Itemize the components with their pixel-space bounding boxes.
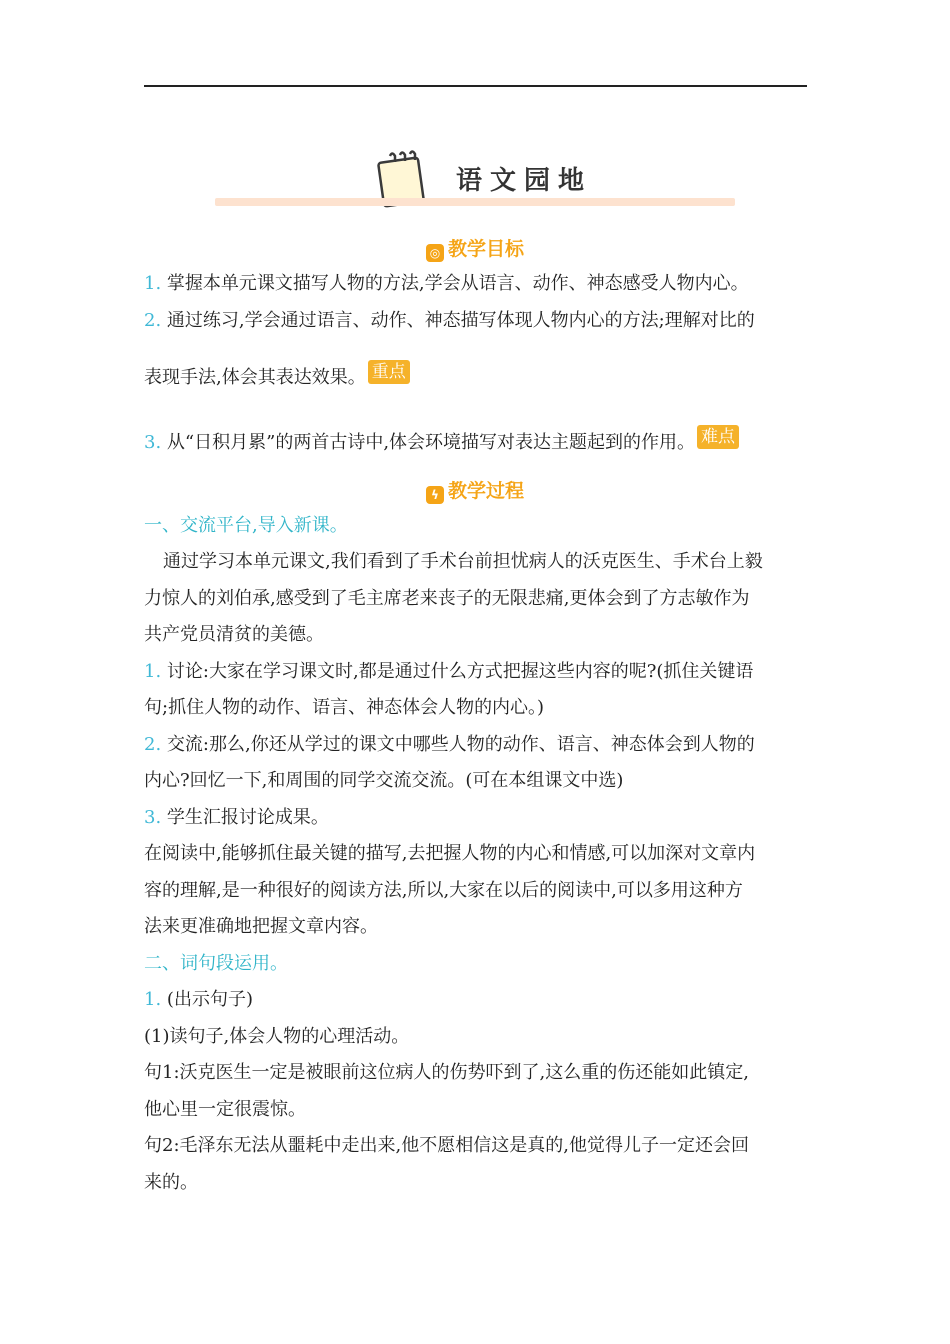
paragraph-line: 力惊人的刘伯承,感受到了毛主席老来丧子的无限悲痛,更体会到了方志敏作为 — [144, 588, 750, 609]
list-item — [144, 660, 809, 684]
goal-number: 2. — [144, 310, 162, 331]
sentence-line: 来的。 — [144, 1172, 198, 1193]
sentence-line: 他心里一定很震惊。 — [144, 1099, 306, 1120]
item-number: 2. — [144, 734, 162, 755]
item-text: 讨论:大家在学习课文时,都是通过什么方式把握这些内容的呢?(抓住关键语 — [166, 661, 754, 682]
sub-item: (1)读句子,体会人物的心理活动。 — [144, 1026, 410, 1047]
goal-item-3 — [144, 425, 809, 455]
list-item-cont: 内心?回忆一下,和周围的同学交流交流。(可在本组课文中选) — [144, 770, 624, 791]
section-heading-goals-label: 教学目标 — [447, 238, 524, 260]
item-text: 学生汇报讨论成果。 — [166, 807, 329, 828]
section-heading-process — [0, 476, 950, 504]
list-item — [144, 733, 809, 757]
sentence-line: 句1:沃克医生一定是被眼前这位病人的伤势吓到了,这么重的伤还能如此镇定, — [144, 1062, 749, 1083]
section-heading-goals — [0, 234, 950, 262]
part1-heading: 一、交流平台,导入新课。 — [144, 515, 348, 536]
page-title: 语文园地 — [456, 166, 593, 196]
goal-text: 通过练习,学会通过语言、动作、神态描写体现人物内心的方法;理解对比的 — [166, 310, 755, 331]
goal-text: 从“日积月累”的两首古诗中,体会环境描写对表达主题起到的作用。 — [166, 432, 696, 453]
paragraph-line: 在阅读中,能够抓住最关键的描写,去把握人物的内心和情感,可以加深对文章内 — [144, 843, 756, 864]
title-underline — [215, 198, 735, 206]
item-text: (出示句子) — [166, 989, 253, 1010]
goal-text: 掌握本单元课文描写人物的方法,学会从语言、动作、神态感受人物内心。 — [166, 273, 749, 294]
list-item-cont: 句;抓住人物的动作、语言、神态体会人物的内心。) — [144, 697, 545, 718]
item-number: 1. — [144, 661, 162, 682]
paragraph-line: 通过学习本单元课文,我们看到了手术台前担忧病人的沃克医生、手术台上毅 — [163, 551, 763, 572]
item-number: 3. — [144, 807, 162, 828]
goal-number: 1. — [144, 273, 162, 294]
difficulty-badge: 难点 — [697, 425, 739, 449]
goal-item-2-cont — [144, 360, 809, 390]
goal-number: 3. — [144, 432, 162, 453]
goal-text: 表现手法,体会其表达效果。 — [144, 367, 366, 388]
item-text: 交流:那么,你还从学过的课文中哪些人物的动作、语言、神态体会到人物的 — [166, 734, 755, 755]
paragraph-line: 容的理解,是一种很好的阅读方法,所以,大家在以后的阅读中,可以多用这种方 — [144, 880, 743, 901]
list-item — [144, 988, 809, 1012]
sentence-line: 句2:毛泽东无法从噩耗中走出来,他不愿相信这是真的,他觉得儿子一定还会回 — [144, 1135, 749, 1156]
list-item — [144, 806, 809, 830]
paragraph-line: 共产党员清贫的美德。 — [144, 624, 324, 645]
section-heading-process-label: 教学过程 — [447, 480, 524, 502]
goal-item-1 — [144, 272, 809, 296]
paragraph-line: 法来更准确地把握文章内容。 — [144, 916, 378, 937]
target-icon: ◎ — [426, 244, 444, 262]
zigzag-icon: ϟ — [426, 486, 444, 504]
goal-item-2 — [144, 309, 809, 333]
key-point-badge: 重点 — [368, 360, 410, 384]
item-number: 1. — [144, 989, 162, 1010]
part2-heading: 二、词句段运用。 — [144, 953, 288, 974]
top-rule — [144, 85, 807, 87]
